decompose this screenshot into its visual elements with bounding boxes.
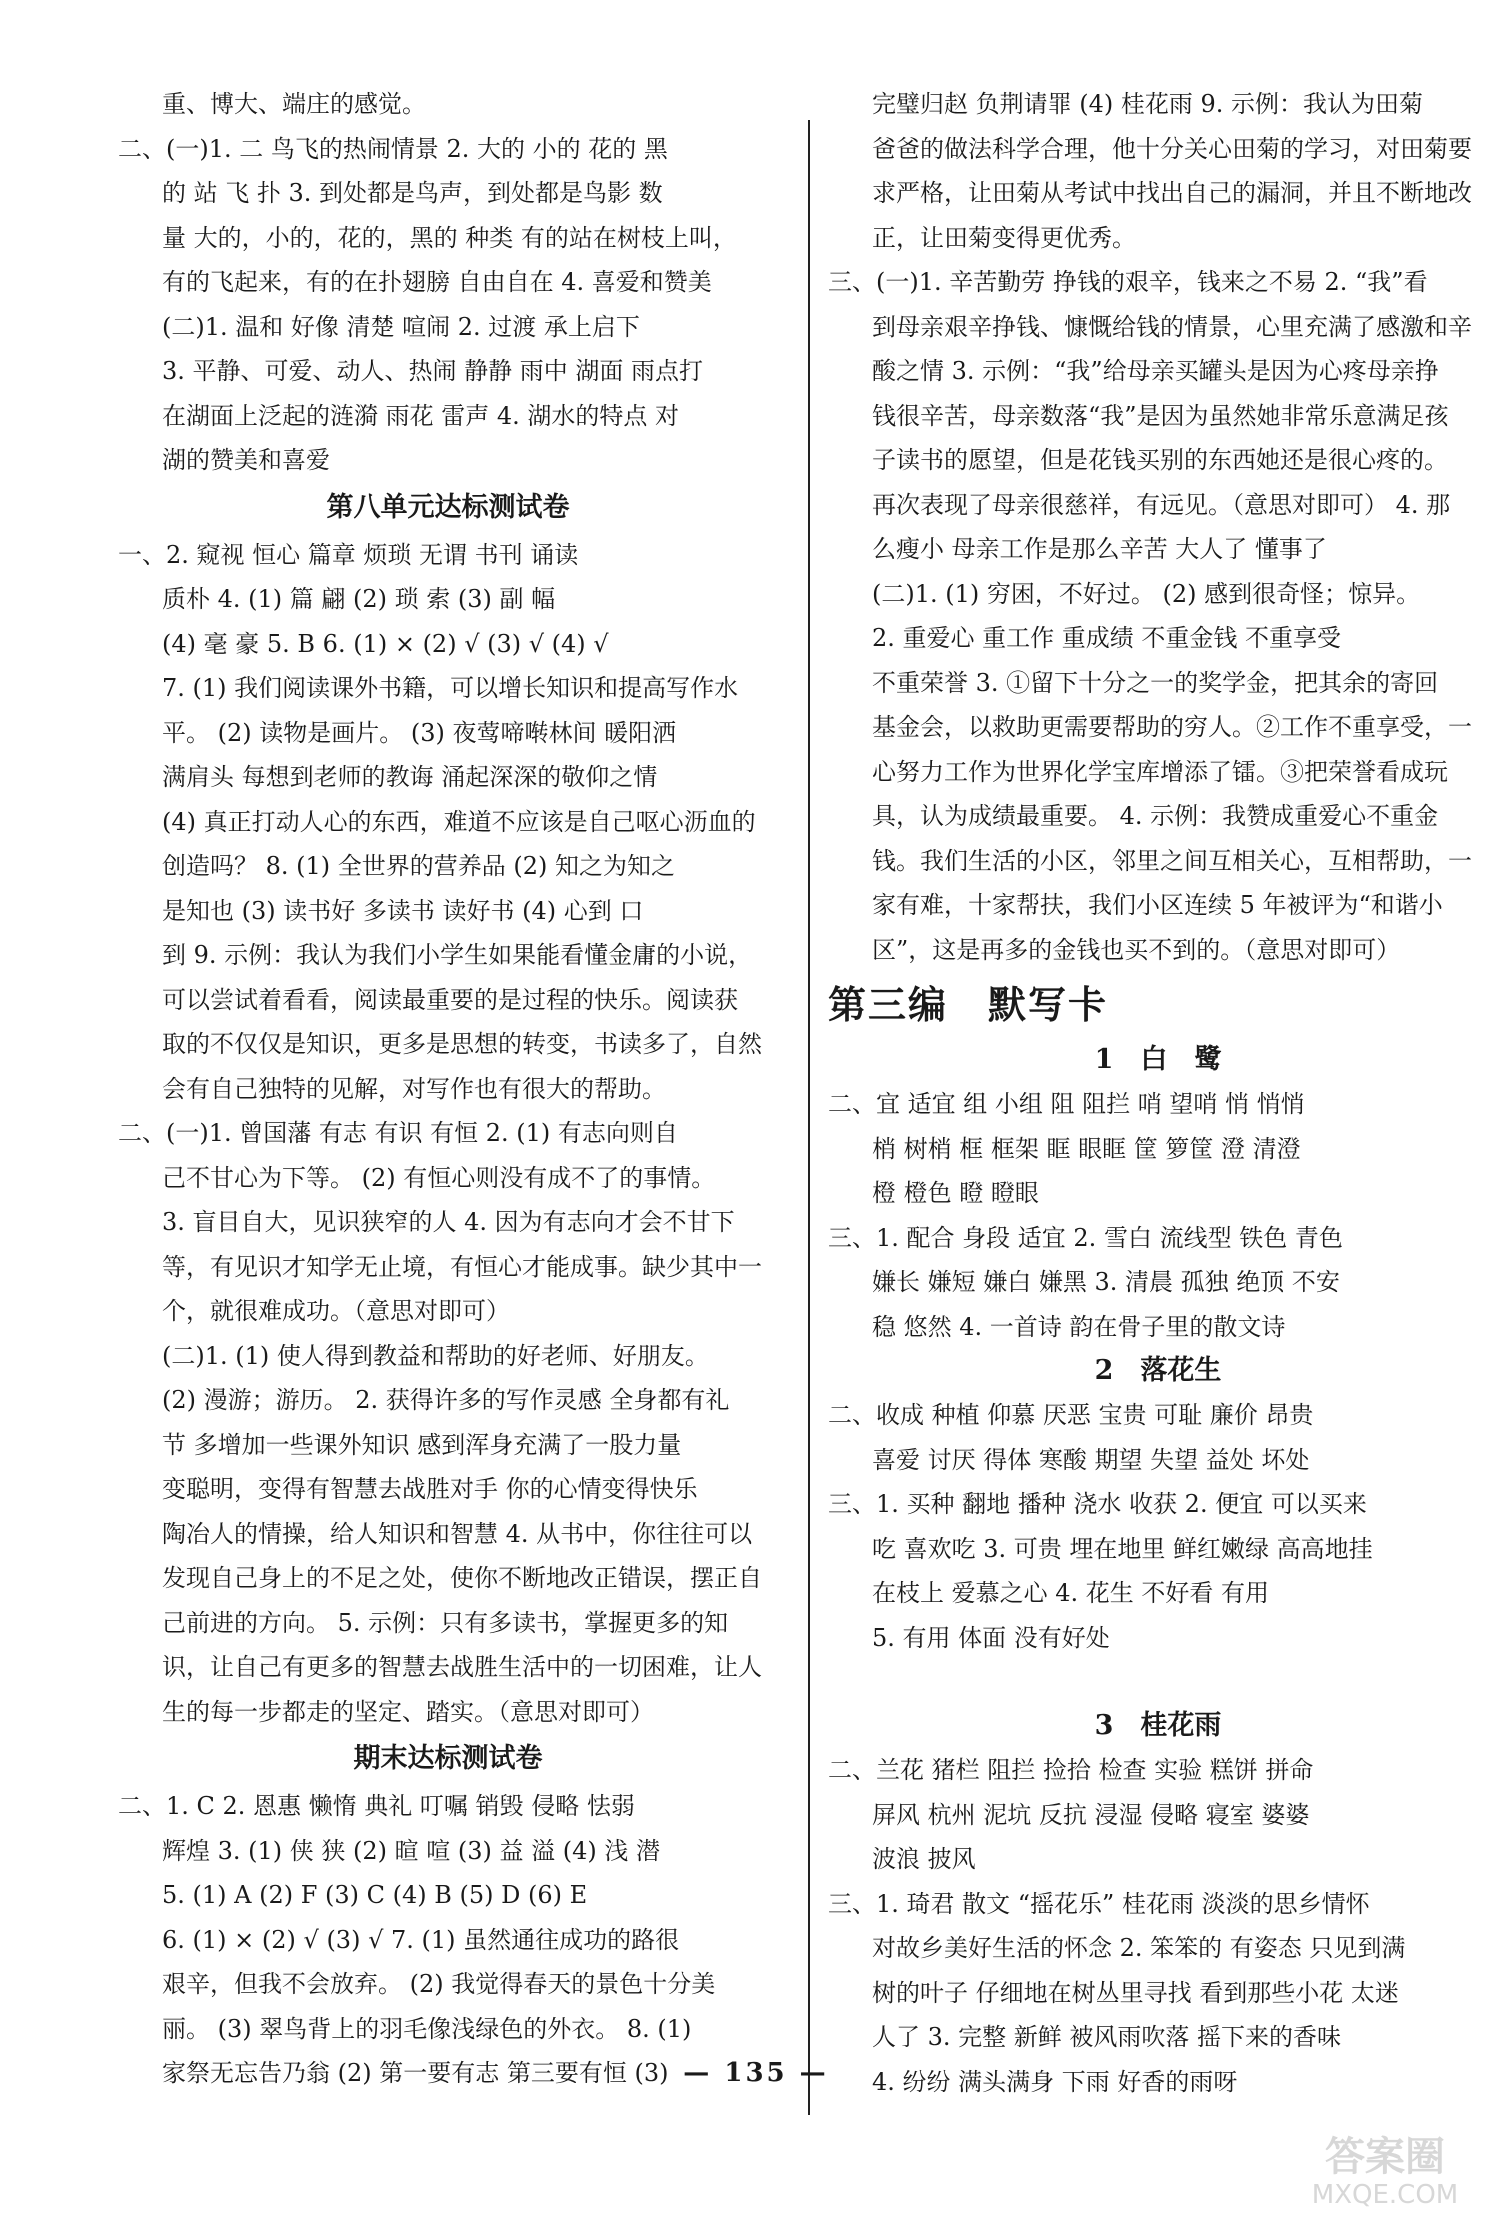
text-line: 屏风 杭州 泥坑 反抗 浸湿 侵略 寝室 婆婆 (872, 1800, 1310, 1829)
text-line: 对故乡美好生活的怀念 2. 笨笨的 有姿态 只见到满 (872, 1934, 1406, 1962)
text-line: 三、1. 买种 翻地 播种 浇水 收获 2. 便宜 可以买来 (828, 1490, 1367, 1518)
text-line: (二)1. (1) 穷困，不好过。 (2) 感到很奇怪；惊异。 (872, 579, 1421, 608)
watermark-url: MXQE.COM (1311, 2180, 1459, 2210)
text-line: 么瘦小 母亲工作是那么辛苦 大人了 懂事了 (872, 535, 1327, 563)
text-line: 己不甘心为下等。 (2) 有恒心则没有成不了的事情。 (162, 1163, 716, 1192)
text-line: 爸爸的做法科学合理，他十分关心田菊的学习，对田菊要 (872, 134, 1472, 163)
text-line: 再次表现了母亲很慈祥，有远见。（意思对即可） 4. 那 (872, 490, 1451, 519)
text-line: 5. 有用 体面 没有好处 (872, 1623, 1110, 1652)
text-line: 家有难，十家帮扶，我们小区连续 5 年被评为“和谐小 (872, 891, 1443, 919)
page-number: — 135 — (683, 2058, 829, 2088)
text-line: 三、1. 琦君 散文 “摇花乐” 桂花雨 淡淡的思乡情怀 (828, 1889, 1370, 1918)
text-line: 会有自己独特的见解，对写作也有很大的帮助。 (162, 1074, 666, 1103)
text-line: 一、2. 窥视 恒心 篇章 烦琐 无谓 书刊 诵读 (118, 540, 579, 569)
text-line: 识，让自己有更多的智慧去战胜生活中的一切困难，让人 (162, 1653, 762, 1681)
text-line: 二、(一)1. 曾国藩 有志 有识 有恒 2. (1) 有志向则自 (118, 1119, 678, 1147)
text-line: 树的叶子 仔细地在树丛里寻找 看到那些小花 太迷 (872, 1978, 1399, 2007)
left-column (118, 82, 778, 2096)
lesson-2-title: 2 落花生 (1094, 1355, 1222, 1386)
text-line: 酸之情 3. 示例：“我”给母亲买罐头是因为心疼母亲挣 (872, 357, 1439, 385)
text-line: 4. 纷纷 满头满身 下雨 好香的雨呀 (872, 2067, 1238, 2096)
text-line: 5. (1) A (2) F (3) C (4) B (5) D (6) E (162, 1881, 588, 1909)
text-line: 三、(一)1. 辛苦勤劳 挣钱的艰辛，钱来之不易 2. “我”看 (828, 268, 1428, 296)
text-line: 个，就很难成功。（意思对即可） (162, 1297, 510, 1325)
text-line: 艰辛，但我不会放弃。 (2) 我觉得春天的景色十分美 (162, 1970, 716, 1998)
text-line: 稳 悠然 4. 一首诗 韵在骨子里的散文诗 (872, 1312, 1286, 1341)
text-line: 人了 3. 完整 新鲜 被风雨吹落 摇下来的香味 (872, 2023, 1342, 2051)
section-title: 第三编 默写卡 (828, 983, 1109, 1027)
text-line: 重、博大、端庄的感觉。 (162, 90, 426, 118)
text-line: 辉煌 3. (1) 侠 狭 (2) 暄 喧 (3) 益 溢 (4) 浅 潜 (162, 1836, 661, 1865)
text-line: 基金会，以救助更需要帮助的穷人。②工作不重享受，一 (872, 713, 1472, 741)
text-line: 梢 树梢 框 框架 眶 眼眶 筐 箩筐 澄 清澄 (872, 1134, 1301, 1163)
text-line: 满肩头 每想到老师的教诲 涌起深深的敬仰之情 (162, 763, 658, 791)
lesson-2-answers (828, 1393, 1488, 1660)
left-block-2 (118, 533, 778, 1735)
text-line: 嫌长 嫌短 嫌白 嫌黑 3. 清晨 孤独 绝顶 不安 (872, 1268, 1340, 1296)
text-line: 7. (1) 我们阅读课外书籍，可以增长知识和提高写作水 (162, 674, 739, 702)
text-line: 3. 平静、可爱、动人、热闹 静静 雨中 湖面 雨点打 (162, 357, 704, 385)
text-line: 钱很辛苦，母亲数落“我”是因为虽然她非常乐意满足孩 (872, 401, 1449, 430)
text-line: (4) 真正打动人心的东西，难道不应该是自己呕心沥血的 (162, 807, 756, 836)
left-block-3 (118, 1784, 778, 2096)
text-line: 在湖面上泛起的涟漪 雨花 雷声 4. 湖水的特点 对 (162, 401, 680, 430)
text-line: 3. 盲目自大，见识狭窄的人 4. 因为有志向才会不甘下 (162, 1208, 735, 1236)
text-line: 2. 重爱心 重工作 重成绩 不重金钱 不重享受 (872, 624, 1342, 652)
lesson-3-answers (828, 1748, 1488, 2104)
text-line: 吃 喜欢吃 3. 可贵 埋在地里 鲜红嫩绿 高高地挂 (872, 1534, 1373, 1563)
text-line: 不重荣誉 3. ①留下十分之一的奖学金，把其余的寄回 (872, 668, 1439, 697)
text-line: 二、1. C 2. 恩惠 懒惰 典礼 叮嘱 销毁 侵略 怯弱 (118, 1792, 635, 1820)
text-line: 家祭无忘告乃翁 (2) 第一要有志 第三要有恒 (3) (162, 2059, 669, 2087)
text-line: 有的飞起来，有的在扑翅膀 自由自在 4. 喜爱和赞美 (162, 268, 712, 296)
right-column (828, 82, 1488, 2104)
column-divider (808, 120, 810, 2115)
final-test-heading: 期末达标测试卷 (353, 1743, 543, 1774)
right-block-1 (828, 82, 1488, 972)
text-line: 波浪 披风 (872, 1845, 976, 1873)
text-line: 钱。我们生活的小区，邻里之间互相关心，互相帮助，一 (872, 846, 1472, 875)
text-line: (二)1. (1) 使人得到教益和帮助的好老师、好朋友。 (162, 1341, 709, 1370)
blank-gap (828, 1660, 1488, 1704)
text-line: 到母亲艰辛挣钱、慷慨给钱的情景，心里充满了感激和辛 (872, 312, 1472, 341)
lesson-1-answers (828, 1082, 1488, 1349)
text-line: 在枝上 爱慕之心 4. 花生 不好看 有用 (872, 1579, 1270, 1607)
text-line: 区”，这是再多的金钱也买不到的。（意思对即可） (872, 935, 1401, 964)
text-line: 可以尝试着看看，阅读最重要的是过程的快乐。阅读获 (162, 985, 738, 1014)
text-line: 陶冶人的情操，给人知识和智慧 4. 从书中，你往往可以 (162, 1519, 753, 1548)
text-line: 心努力工作为世界化学宝库增添了镭。③把荣誉看成玩 (872, 757, 1448, 786)
lesson-1-title: 1 白 鹭 (1094, 1044, 1222, 1075)
text-line: 到 9. 示例：我认为我们小学生如果能看懂金庸的小说， (162, 941, 753, 969)
text-line: 湖的赞美和喜爱 (162, 446, 330, 474)
text-line: 二、宜 适宜 组 小组 阻 阻拦 哨 望哨 悄 悄悄 (828, 1090, 1305, 1118)
text-line: 正，让田菊变得更优秀。 (872, 223, 1136, 252)
text-line: 喜爱 讨厌 得体 寒酸 期望 失望 益处 坏处 (872, 1445, 1310, 1474)
text-line: 平。 (2) 读物是画片。 (3) 夜莺啼啭林间 暖阳洒 (162, 718, 677, 747)
text-line: 求严格，让田菊从考试中找出自己的漏洞，并且不断地改 (872, 179, 1472, 207)
site-watermark-logo (1280, 2134, 1490, 2218)
text-line: 三、1. 配合 身段 适宜 2. 雪白 流线型 铁色 青色 (828, 1223, 1343, 1252)
lesson-3-title: 3 桂花雨 (1094, 1710, 1222, 1741)
left-block-1 (118, 82, 778, 483)
text-line: 6. (1) × (2) √ (3) √ 7. (1) 虽然通往成功的路很 (162, 1925, 680, 1954)
text-line: 具，认为成绩最重要。 4. 示例：我赞成重爱心不重金 (872, 802, 1439, 830)
text-line: (二)1. 温和 好像 清楚 喧闹 2. 过渡 承上启下 (162, 312, 640, 341)
text-line: 创造吗？ 8. (1) 全世界的营养品 (2) 知之为知之 (162, 852, 676, 880)
text-line: 变聪明，变得有智慧去战胜对手 你的心情变得快乐 (162, 1475, 698, 1503)
text-line: 己前进的方向。 5. 示例：只有多读书，掌握更多的知 (162, 1608, 729, 1637)
text-line: 丽。 (3) 翠鸟背上的羽毛像浅绿色的外衣。 8. (1) (162, 2014, 692, 2043)
text-line: 的 站 飞 扑 3. 到处都是鸟声，到处都是鸟影 数 (162, 179, 663, 207)
text-line: 发现自己身上的不足之处，使你不断地改正错误，摆正自 (162, 1564, 762, 1592)
text-line: 二、兰花 猪栏 阻拦 捡拾 检查 实验 糕饼 拼命 (828, 1756, 1314, 1784)
text-line: 二、收成 种植 仰慕 厌恶 宝贵 可耻 廉价 昂贵 (828, 1401, 1314, 1429)
watermark-logo-text: 答案圈 (1325, 2134, 1445, 2180)
text-line: 橙 橙色 瞪 瞪眼 (872, 1179, 1039, 1207)
text-line: 是知也 (3) 读书好 多读书 读好书 (4) 心到 口 (162, 896, 644, 925)
text-line: 量 大的，小的，花的，黑的 种类 有的站在树枝上叫， (162, 223, 737, 252)
unit-8-test-heading: 第八单元达标测试卷 (326, 491, 570, 523)
text-line: 节 多增加一些课外知识 感到浑身充满了一股力量 (162, 1430, 682, 1459)
text-line: 质朴 4. (1) 篇 翩 (2) 琐 索 (3) 副 幅 (162, 585, 556, 613)
text-line: 二、(一)1. 二 鸟飞的热闹情景 2. 大的 小的 花的 黑 (118, 134, 668, 163)
text-line: 完璧归赵 负荆请罪 (4) 桂花雨 9. 示例：我认为田菊 (872, 90, 1424, 118)
text-line: 取的不仅仅是知识，更多是思想的转变，书读多了，自然 (162, 1030, 762, 1058)
text-line: (2) 漫游；游历。 2. 获得许多的写作灵感 全身都有礼 (162, 1386, 730, 1414)
text-line: 生的每一步都走的坚定、踏实。（意思对即可） (162, 1697, 654, 1726)
text-line: 子读书的愿望，但是花钱买别的东西她还是很心疼的。 (872, 446, 1448, 474)
text-line: 等，有见识才知学无止境，有恒心才能成事。缺少其中一 (162, 1252, 762, 1281)
text-line: (4) 毫 豪 5. B 6. (1) × (2) √ (3) √ (4) √ (162, 629, 609, 658)
